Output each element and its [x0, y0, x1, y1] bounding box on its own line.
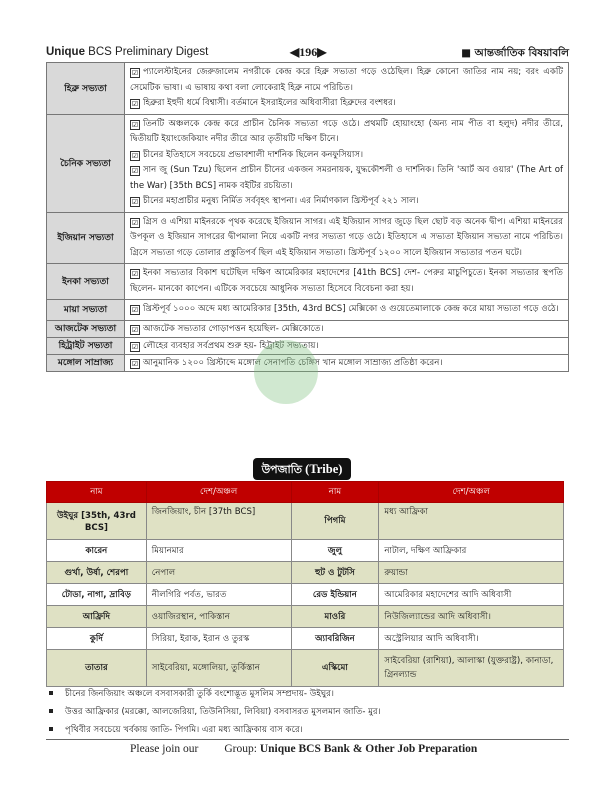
civilization-name: আজটেক সভ্যতা [47, 320, 125, 337]
tribe-column-header: নাম [47, 482, 147, 503]
fact-item [130, 148, 563, 164]
page-header [46, 44, 569, 62]
tribe-column-header: দেশ/অঞ্চল [146, 482, 291, 503]
tribe-region-cell: জিনজিয়াং, চীন [37th BCS] [146, 503, 291, 540]
civilization-name: মঙ্গোল সাম্রাজ্য [47, 354, 125, 371]
tribe-row [47, 606, 564, 628]
civilization-row [47, 300, 569, 321]
tribe-name-cell: আফ্রিদি [47, 606, 147, 628]
tribe-row [47, 628, 564, 650]
civilization-name: মায়া সভ্যতা [47, 300, 125, 321]
civilizations-table [46, 62, 569, 372]
footer-join-text: Please join our [130, 743, 199, 755]
fact-item [130, 117, 563, 148]
civilization-description [125, 264, 569, 300]
fact-text: ইনকা সভ্যতার বিকাশ ঘটেছিল দক্ষিণ আমেরিকার মহাদেশের [41th BCS] দেশ- পেরুর মাচুপিচুতে। ইনকা সভ্যতার স্থপতি ছিলেন- মানকো কাপেন। এটিকে সবচেয়ে আধুনিক সভ্যতা হিসেবে বিবেচনা করা হয়। [130, 268, 563, 294]
section-title: ■ আন্তর্জাতিক বিষয়াবলি [461, 47, 569, 59]
fact-item [130, 266, 563, 297]
tribe-name-cell: মাওরি [291, 606, 379, 628]
tribe-title-bn: উপজাতি [261, 463, 303, 476]
tribe-section-title [253, 458, 351, 480]
tribe-name-cell: উইঘুর [35th, 43rd BCS] [47, 503, 147, 540]
checkbox-icon: ☑ [131, 120, 139, 129]
fact-item [130, 96, 563, 112]
tribe-region-cell: অস্ট্রেলিয়ার আদি অধিবাসী। [379, 628, 564, 650]
tribe-name-cell: হুট ও টুটসি [291, 562, 379, 584]
fact-text: চীনের ইতিহাসে সবচেয়ে প্রভাবশালী দার্শনিক ছিলেন কনফুসিয়াস। [143, 149, 364, 160]
civilization-row [47, 264, 569, 300]
tribe-region-cell: নীলগিরি পর্বত, ভারত [146, 584, 291, 606]
tribe-row [47, 540, 564, 562]
footer-group [224, 743, 477, 755]
fact-text: আনুমানিক ১২০০ খ্রিস্টাব্দে মঙ্গোল সেনাপতি চেঙ্গিস খান মঙ্গোল সাম্রাজ্য প্রতিষ্ঠা করেন। [143, 357, 443, 368]
tribe-region-cell: নিউজিল্যান্ডের আদি অধিবাসী। [379, 606, 564, 628]
tribe-header-row [47, 482, 564, 503]
page-number: ◀196▶ [290, 45, 327, 59]
checkbox-icon: ☑ [131, 325, 139, 334]
fact-item [130, 215, 563, 262]
civilization-description [125, 354, 569, 371]
tribe-name-cell: কুর্দি [47, 628, 147, 650]
checkbox-icon: ☑ [131, 342, 139, 351]
book-title [46, 46, 208, 58]
checkbox-icon: ☑ [131, 359, 139, 368]
note-item [46, 685, 566, 703]
fact-text: লৌহের ব্যবহার সর্বপ্রথম শুরু হয়- হিট্রাইট সভ্যতায়। [143, 340, 319, 351]
footer-divider [46, 739, 569, 740]
tribe-region-cell: নেপাল [146, 562, 291, 584]
fact-item [130, 339, 563, 353]
bullet-icon [49, 727, 53, 731]
civilization-description [125, 300, 569, 321]
note-text: চীনের জিনজিয়াং অঞ্চলে বসবাসকারী তুর্কি বংশোদ্ভূত মুসলিম সম্প্রদায়- উইঘুর। [65, 689, 334, 699]
tribe-name-cell: গুর্খা, উর্ষা, শেরপা [47, 562, 147, 584]
notes-list [46, 685, 566, 739]
tribe-region-cell: সাইবেরিয়া (রাশিয়া), আলাস্কা (যুক্তরাষ্ট্র), কানাডা, গ্রিনল্যান্ড [379, 650, 564, 687]
tribe-name-cell: এস্কিমো [291, 650, 379, 687]
tribe-name-cell: কারেন [47, 540, 147, 562]
fact-item [130, 163, 563, 194]
fact-text: আজটেক সভ্যতার গোড়াপত্তন হয়েছিল- মেক্সিকোতে। [143, 323, 324, 334]
tribe-name-cell: রেড ইন্ডিয়ান [291, 584, 379, 606]
tribe-column-header: দেশ/অঞ্চল [379, 482, 564, 503]
note-item [46, 703, 566, 721]
checkbox-icon: ☑ [131, 306, 139, 314]
civilization-description [125, 63, 569, 115]
civilization-name: ইজিয়ান সভ্যতা [47, 212, 125, 264]
tribe-name-cell: পিগমি [291, 503, 379, 540]
civilization-name: হিট্রাইট সভ্যতা [47, 337, 125, 354]
fact-item [130, 322, 563, 336]
civilization-row [47, 320, 569, 337]
tribe-name-cell: অ্যাবরিজিন [291, 628, 379, 650]
note-item [46, 721, 566, 739]
checkbox-icon: ☑ [131, 218, 139, 227]
footer [130, 743, 477, 755]
tribe-name-cell: জুলু [291, 540, 379, 562]
tribe-region-cell: সিরিয়া, ইরাক, ইরান ও তুরস্ক [146, 628, 291, 650]
fact-text: খ্রিস্টপূর্ব ১০০০ অব্দে মধ্য আমেরিকার [35th, 43rd BCS] মেক্সিকো ও গুয়েতেমালাকে কেন্দ্র করে মায়া সভ্যতা গড়ে ওঠে। [143, 304, 559, 314]
tribe-row [47, 650, 564, 687]
tribe-region-cell: সাইবেরিয়া, মঙ্গোলিয়া, তুর্কিস্তান [146, 650, 291, 687]
tribe-region-cell: আমেরিকার মহাদেশের আদি অধিবাসী [379, 584, 564, 606]
civilization-description [125, 114, 569, 212]
tribe-region-cell: নাটাল, দক্ষিণ আফ্রিকার [379, 540, 564, 562]
civilization-row [47, 63, 569, 115]
tribe-region-cell: মধ্য আফ্রিকা [379, 503, 564, 540]
tribe-title-en: (Tribe) [302, 462, 343, 476]
tribe-region-cell: মিয়ানমার [146, 540, 291, 562]
fact-text: প্যালেস্টাইনের জেরুজালেম নগরীকে কেন্দ্র করে হিব্রু সভ্যতা গড়ে ওঠেছিল। হিব্রু কোনো জাতির নাম নয়; বরং একটি সেমেটিক ভাষা। এ ভাষায় কথা বলা লোকেরাই হিব্রু নামে পরিচিত। [130, 67, 563, 93]
fact-item [130, 356, 563, 370]
civilization-name: ইনকা সভ্যতা [47, 264, 125, 300]
checkbox-icon: ☑ [131, 167, 139, 175]
bullet-icon [49, 709, 53, 713]
civilization-name: হিব্রু সভ্যতা [47, 63, 125, 115]
brand-rest: BCS Preliminary Digest [84, 46, 209, 58]
fact-text: তিনটি অঞ্চলকে কেন্দ্র করে প্রাচীন চৈনিক সভ্যতা গড়ে ওঠে। প্রথমটি হোয়াংহো (অন্য নাম পীত বা হলুদ) নদীর তীরে, দ্বিতীয়টি ইয়াংজেকিয়াং নদীর তীরে আর তৃতীয়টি দক্ষিণ চীনে। [130, 118, 563, 144]
tribe-row [47, 562, 564, 584]
note-text: পৃথিবীর সবচেয়ে খর্বকায় জাতি- পিগমি। এরা মধ্য আফ্রিকায় বাস করে। [65, 725, 303, 735]
fact-item [130, 302, 563, 318]
civilization-row [47, 212, 569, 264]
fact-text: গ্রিস ও এশিয়া মাইনরকে পৃথক করেছে ইজিয়ান সাগর। এই ইজিয়ান সাগর জুড়ে ছিল ছোট বড় অনেক দ্বীপ। এশিয়া মাইনরের উপকূল ও ইজিয়ান সাগরের দ্বীপমালা নিয়ে একটি নগর সভ্যতা গড়ে ওঠে। ইতিহাসে এ সভ্যতা ইজিয়ান সভ্যতা নামে পরিচিত। গ্রিসে সভ্যতা গড়ে তোলার প্রস্তুতিপর্ব ছিল এই ইজিয়ান সভ্যতা। খ্রিস্টপূর্ব ১২০০ সালে ইজিয়ান সভ্যতার পতন ঘটে। [130, 216, 563, 258]
civilization-description [125, 212, 569, 264]
tribe-name-cell: তাতার [47, 650, 147, 687]
watermark-logo [254, 340, 318, 404]
checkbox-icon: ☑ [131, 151, 139, 160]
fact-item [130, 194, 563, 210]
civilization-description [125, 320, 569, 337]
tribe-region-cell: রুয়ান্ডা [379, 562, 564, 584]
civilization-name: চৈনিক সভ্যতা [47, 114, 125, 212]
fact-text: চীনের মহাপ্রাচীর মনুষ্য নির্মিত সর্ববৃহৎ স্থাপনা। এর নির্মাণকাল খ্রিস্টপূর্ব ২২১ সাল। [143, 196, 419, 206]
tribe-column-header: নাম [291, 482, 379, 503]
footer-group-label: Group: [224, 743, 260, 755]
checkbox-icon: ☑ [131, 100, 139, 108]
tribe-row [47, 584, 564, 606]
checkbox-icon: ☑ [131, 69, 139, 77]
checkbox-icon: ☑ [131, 198, 139, 206]
tribe-region-cell: ওয়াজিরস্থান, পাকিস্তান [146, 606, 291, 628]
tribe-name-cell: টোডা, নাগা, দ্রাবিড় [47, 584, 147, 606]
fact-text: হিব্রুরা ইহুদী ধর্মে বিশ্বাসী। বর্তমানে ইসরাইলের অধিবাসীরা হিব্রুদের বংশধর। [143, 98, 396, 108]
bullet-icon [49, 691, 53, 695]
note-text: উত্তর আফ্রিকার (মরক্কো, আলজেরিয়া, তিউনিসিয়া, লিবিয়া) বসবাসরত মুসলমান জাতি- মুর। [65, 707, 381, 717]
civilization-description [125, 337, 569, 354]
fact-item [130, 65, 563, 96]
tribe-row [47, 503, 564, 540]
checkbox-icon: ☑ [131, 270, 139, 278]
footer-group-name: Unique BCS Bank & Other Job Preparation [259, 743, 478, 755]
brand-bold: Unique [46, 46, 85, 58]
fact-text: সান জু (Sun Tzu) ছিলেন প্রাচীন চীনের একজন সমরনায়ক, যুদ্ধকৌশলী ও দার্শনিক। তিনি 'আর্ট অব ওয়ার' (The Art of the War) [35th BCS] নামক বইটির রচয়িতা। [130, 165, 563, 191]
civilization-row [47, 114, 569, 212]
tribe-table [46, 481, 564, 687]
